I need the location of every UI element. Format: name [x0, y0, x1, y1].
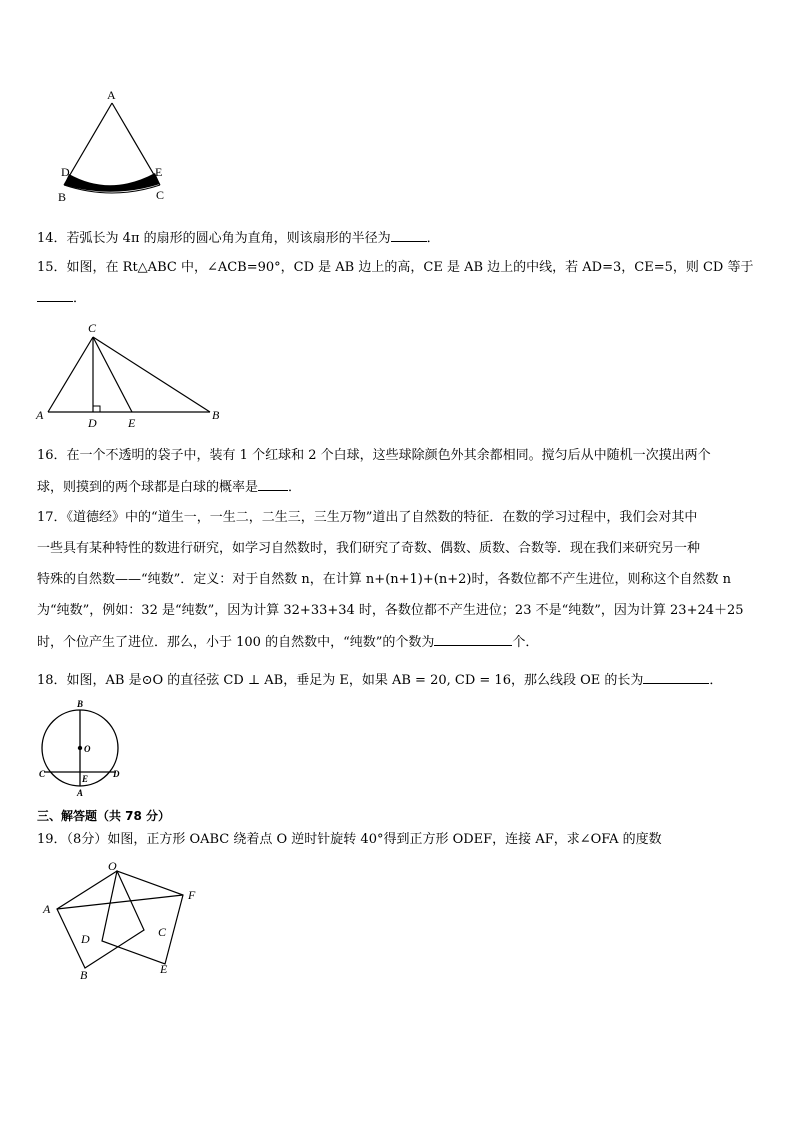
label-e: E	[160, 962, 168, 976]
answer-blank-14[interactable]	[391, 228, 427, 242]
label-a: A	[43, 902, 51, 916]
question-19	[37, 830, 662, 849]
question-17-text-3: 特殊的自然数——“纯数”．定义：对于自然数 n，在计算 n+(n+1)+(n+2)时，各数位都不产生进位，则称这个自然数 n	[37, 572, 731, 587]
question-17-text-2: 一些具有某种特性的数进行研究，如学习自然数时，我们研究了奇数、偶数、质数、合数等．现在我们来研究另一种	[37, 541, 701, 556]
question-14: 14．若弧长为 4π 的扇形的圆心角为直角，则该扇形的半径为 ．	[37, 228, 440, 248]
label-e: E	[82, 774, 89, 784]
label-a: A	[107, 88, 116, 102]
figure-rotated-squares	[38, 855, 208, 985]
question-17-line-4	[37, 601, 744, 620]
question-17-line-5: 时，个位产生了进位．那么，小于 100 的自然数中，“纯数”的个数为 个．	[37, 632, 538, 652]
question-16-text-2: 球，则摸到的两个球都是白球的概率是	[37, 480, 259, 495]
figure-circle-o	[30, 696, 130, 798]
label-a: A	[77, 788, 84, 798]
answer-blank-16[interactable]	[258, 477, 288, 491]
label-o: O	[84, 744, 91, 754]
question-16	[37, 446, 711, 465]
label-b: B	[80, 968, 88, 982]
answer-blank-15[interactable]	[37, 288, 73, 302]
label-d: D	[88, 416, 97, 430]
question-18: 18．如图，AB 是⊙O 的直径弦 CD ⊥ AB，垂足为 E，如果 AB = 20, CD = 16，那么线段 OE 的长为 ．	[37, 670, 722, 690]
label-c: C	[39, 769, 46, 779]
question-15-answer-line: ．	[37, 288, 86, 308]
label-d: D	[81, 932, 90, 946]
label-b: B	[212, 408, 220, 422]
section-heading: 三、解答题（共 78 分）	[37, 809, 171, 823]
question-17	[37, 508, 697, 527]
question-17-text-4: 为“纯数”，例如：32 是“纯数”，因为计算 32+33+34 时，各数位都不产生进位；23 不是“纯数”，因为计算 23+24＋25	[37, 603, 744, 618]
label-d: D	[61, 165, 70, 179]
label-c: C	[88, 321, 97, 335]
question-14-text: 14．若弧长为 4π 的扇形的圆心角为直角，则该扇形的半径为	[37, 231, 391, 246]
question-17-text-5: 时，个位产生了进位．那么，小于 100 的自然数中，“纯数”的个数为	[37, 635, 435, 650]
label-e: E	[128, 416, 136, 430]
label-o: O	[108, 859, 117, 873]
label-e: E	[155, 165, 163, 179]
question-18-text: 18．如图，AB 是⊙O 的直径弦 CD ⊥ AB，垂足为 E，如果 AB = 20, CD = 16，那么线段 OE 的长为	[37, 673, 644, 688]
label-b: B	[58, 190, 67, 204]
label-a: A	[36, 408, 44, 422]
label-f: F	[188, 888, 196, 902]
label-d: D	[113, 769, 120, 779]
question-16-line-2: 球，则摸到的两个球都是白球的概率是 ．	[37, 477, 301, 497]
label-c: C	[158, 925, 167, 939]
figure-sector-abc	[50, 85, 180, 210]
label-b: B	[77, 699, 84, 709]
label-c: C	[156, 188, 165, 202]
question-16-text-1: 16．在一个不透明的袋子中，装有 1 个红球和 2 个白球，这些球除颜色外其余都相同。搅匀后从中随机一次摸出两个	[37, 448, 711, 463]
answer-blank-18[interactable]	[643, 670, 709, 684]
question-15	[37, 258, 754, 277]
question-15-text: 15．如图，在 Rt△ABC 中，∠ACB=90°，CD 是 AB 边上的高，CE 是 AB 边上的中线，若 AD=3，CE=5，则 CD 等于	[37, 260, 754, 275]
question-17-text-1: 17．《道德经》中的“道生一，一生二，二生三，三生万物”道出了自然数的特征．在数的学习过程中，我们会对其中	[37, 510, 698, 525]
answer-blank-17[interactable]	[434, 632, 512, 646]
figure-right-triangle-abc	[32, 318, 232, 433]
question-19-text: 19．（8分）如图，正方形 OABC 绕着点 O 逆时针旋转 40°得到正方形 ODEF，连接 AF，求∠OFA 的度数	[37, 832, 662, 847]
question-17-line-3	[37, 570, 731, 589]
question-17-line-2	[37, 539, 700, 558]
